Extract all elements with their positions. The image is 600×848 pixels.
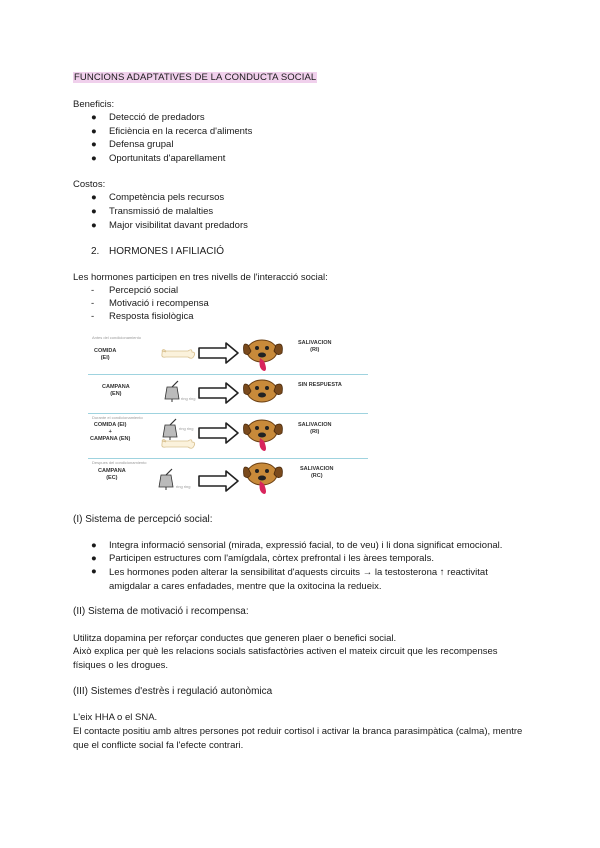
- stimulus-label: CAMPANA (EC): [98, 468, 126, 481]
- list-item-text: Defensa grupal: [109, 139, 174, 150]
- arrow-icon: [198, 422, 240, 446]
- bullet-marker: ●: [91, 153, 97, 164]
- bullet-marker: ●: [91, 192, 97, 203]
- list-item-text: Competència pels recursos: [109, 192, 225, 203]
- section-intro: Les hormones participen en tres nivells de l'interacció social:: [73, 272, 328, 283]
- arrow-icon: [198, 342, 240, 366]
- list-item-text: Resposta fisiològica: [109, 311, 194, 322]
- motivation-heading: (II) Sistema de motivació i recompensa:: [73, 606, 249, 617]
- stimulus-label: COMIDA (EI) + CAMPANA (EN): [90, 422, 131, 442]
- stimulus-label: CAMPANA (EN): [102, 384, 130, 397]
- row-divider: [88, 458, 368, 459]
- conditioning-diagram: [88, 332, 368, 502]
- list-item-text: Motivació i recompensa: [109, 298, 209, 309]
- page-title: FUNCIONS ADAPTATIVES DE LA CONDUCTA SOCIAL: [74, 72, 317, 83]
- response-label: SIN RESPUESTA: [298, 382, 342, 388]
- bullet-marker: ●: [91, 206, 97, 217]
- list-item-text: Participen estructures com l'amígdala, còrtex prefrontal i les àrees temporals.: [109, 553, 434, 564]
- arrow-icon: [198, 382, 240, 406]
- dash-marker: -: [91, 311, 95, 322]
- perception-heading: (I) Sistema de percepció social:: [73, 514, 213, 525]
- paragraph: El contacte positiu amb altres persones pot reduir cortisol i activar la branca parasimpàtica (calma), mentre que el conflicte social fa l'efecte contrari.: [73, 726, 523, 751]
- bone-icon: [160, 348, 196, 362]
- section-heading: HORMONES I AFILIACIÓ: [109, 246, 225, 257]
- list-item-text: Integra informació sensorial (mirada, expressió facial, to de veu) i li dona significat emocional.: [109, 540, 503, 551]
- dash-marker: -: [91, 298, 95, 309]
- list-item-text: Eficiència en la recerca d'aliments: [109, 126, 253, 137]
- bullet-marker: ●: [91, 126, 97, 137]
- response-label: SALIVACION (RI): [298, 340, 332, 353]
- stress-heading: (III) Sistemes d'estrès i regulació autonòmica: [73, 686, 273, 697]
- bullet-marker: ●: [91, 540, 97, 551]
- stage-label: Durante el condicionamiento: [92, 415, 143, 420]
- list-item-text: Les hormones poden alterar la sensibilitat d'aquests circuits → la testosterona ↑ reactivitat amigdalar a cares enfadades, mentre que la oxitocina la redueix.: [109, 567, 488, 592]
- bullet-marker: ●: [91, 566, 97, 577]
- bell-sound-label: ring ring: [179, 426, 194, 431]
- bell-icon: [160, 418, 180, 440]
- salivating-dog-icon: [240, 337, 290, 373]
- bullet-marker: ●: [91, 139, 97, 150]
- list-item-text: Transmissió de malalties: [109, 206, 214, 217]
- list-item-text: Major visibilitat davant predadors: [109, 220, 248, 231]
- section-number: 2.: [91, 246, 100, 257]
- response-label: SALIVACION (RC): [300, 466, 334, 479]
- stage-label: Despues del condicionamiento: [92, 460, 147, 465]
- paragraph: L'eix HHA o el SNA.: [73, 712, 158, 723]
- dog-icon: [240, 377, 290, 407]
- row-divider: [88, 374, 368, 375]
- bullet-marker: ●: [91, 220, 97, 231]
- salivating-dog-icon: [240, 417, 290, 455]
- list-item: [91, 566, 531, 594]
- paragraph: Això explica per què les relacions socials satisfactòries activen el mateix circuit que les recompenses físiques o les drogues.: [73, 646, 498, 671]
- list-item-text: Percepció social: [109, 285, 179, 296]
- paragraph: Utilitza dopamina per reforçar conductes que generen plaer o benefici social.: [73, 633, 397, 644]
- salivating-dog-icon: [240, 460, 290, 500]
- bell-icon: [156, 468, 176, 490]
- bullet-marker: ●: [91, 553, 97, 564]
- stimulus-label: COMIDA (EI): [94, 348, 117, 361]
- response-label: SALIVACION (RI): [298, 422, 332, 435]
- bell-sound-label: ring ring: [181, 396, 196, 401]
- arrow-icon: [198, 470, 240, 494]
- bell-sound-label: ring ring: [176, 484, 191, 489]
- benefits-heading: Beneficis:: [73, 99, 115, 110]
- bullet-marker: ●: [91, 112, 97, 123]
- stage-label: Antes del condicionamiento: [92, 335, 141, 340]
- list-item-text: Detecció de predadors: [109, 112, 205, 123]
- row-divider: [88, 413, 368, 414]
- bone-icon: [160, 438, 196, 452]
- costs-heading: Costos:: [73, 179, 106, 190]
- list-item-text: Oportunitats d'aparellament: [109, 153, 226, 164]
- dash-marker: -: [91, 285, 95, 296]
- bell-icon: [162, 380, 182, 402]
